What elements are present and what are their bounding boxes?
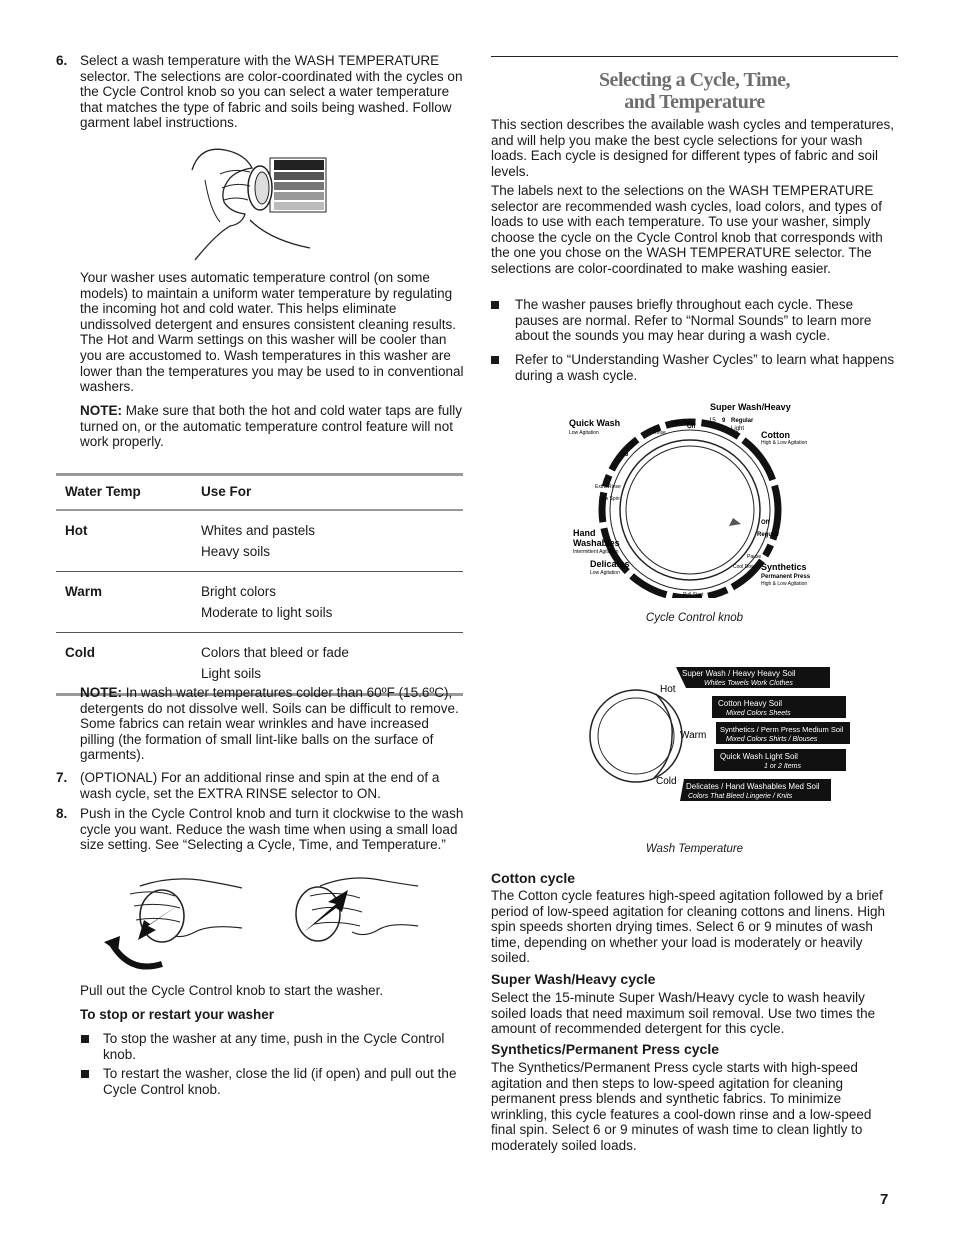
- extra-rinse-label: Extra Rinse: [595, 484, 621, 490]
- info-bullet: The washer pauses briefly throughout each cycle. These pauses are normal. Refer to “Normal Sounds” to learn more about the sounds you may hear during a wash cycle.: [515, 297, 872, 344]
- note-hot-cold-taps: [80, 403, 465, 450]
- note-label: NOTE:: [80, 403, 122, 418]
- auto-temp-paragraph: Your washer uses automatic temperature control (on some models) to maintain a uniform water temperature by regulating the incoming hot and cold water. This helps eliminate undissolved detergent and ensures consistent cleaning results. The Hot and Warm settings on this washer will be cooler than you are accustomed to. Wash temperatures in this washer are lower than the temperatures you may be used to in conventional washers.: [80, 270, 464, 395]
- note-text: Make sure that both the hot and cold water taps are fully turned on, or the automatic temperature control feature will not work properly.: [80, 403, 462, 450]
- quick-wash-sub: Low Agitation: [569, 430, 599, 436]
- super-wash-cycle-heading: Super Wash/Heavy cycle: [491, 971, 656, 987]
- hand-sub: Intermittent Agitation: [573, 549, 619, 555]
- synthetics-label: Synthetics: [761, 562, 807, 572]
- bullet-icon: [81, 1070, 89, 1078]
- off-label: Off: [687, 424, 696, 430]
- cotton-label: Cotton: [761, 430, 790, 440]
- quick-wash-label: Quick Wash: [569, 418, 621, 428]
- note-label: NOTE:: [80, 685, 122, 700]
- hot-label: Hot: [660, 684, 676, 695]
- cold-label: Cold: [656, 776, 677, 787]
- use-item: Whites and pastels: [201, 523, 316, 538]
- use-cell: [192, 510, 463, 572]
- delicates-sub: Low Agitation: [590, 570, 620, 576]
- bullet-icon: [81, 1035, 89, 1043]
- knob-pull-illustration: [290, 874, 420, 959]
- intro-paragraph: This section describes the available wash cycles and temperatures, and will help you make the best cycle selections for your wash loads. Each cycle is designed for different types of fabric and soil levels.: [491, 117, 894, 179]
- section-title-line: Selecting a Cycle, Time,: [598, 69, 791, 91]
- step7-text: (OPTIONAL) For an additional rinse and spin at the end of a wash cycle, set the EXTRA RINSE selector to ON.: [80, 770, 440, 801]
- temp-bar-title: Super Wash / Heavy Heavy Soil: [682, 669, 796, 678]
- temp-bar: [716, 722, 850, 744]
- time-6-label: 6: [625, 452, 629, 458]
- table-row: [56, 572, 463, 633]
- temp-bar: [680, 779, 831, 801]
- table-header-row: [56, 475, 463, 511]
- temp-cell: Hot: [56, 510, 192, 572]
- info-bullet: Refer to “Understanding Washer Cycles” to learn what happens during a wash cycle.: [515, 352, 895, 383]
- temperature-caption: Wash Temperature: [645, 843, 744, 855]
- step-number: 6.: [56, 53, 68, 68]
- column-header-water-temp: Water Temp: [56, 475, 192, 511]
- note-text: In wash water temperatures colder than 60ºF (15.6ºC), detergents do not dissolve well. Soils can be difficult to remove. Some fabrics can retain wear wrinkles and have increased pilling (the formation of small lint-like balls on the surface of garments).: [80, 685, 459, 763]
- temp-bar-title: Cotton Heavy Soil: [718, 699, 783, 708]
- off-label: Off: [761, 520, 770, 526]
- section-divider: [491, 56, 898, 57]
- temp-bar-title: Delicates / Hand Washables Med Soil: [686, 782, 820, 791]
- water-temp-table: [56, 473, 463, 696]
- temp-bar-title: Synthetics / Perm Press Medium Soil: [720, 725, 844, 734]
- wash-temperature-diagram: [588, 664, 853, 811]
- stop-bullet: To stop the washer at any time, push in the Cycle Control knob.: [103, 1031, 445, 1062]
- time-15-label: 15: [709, 418, 716, 424]
- time-9-label: 9: [722, 418, 726, 424]
- light-label: Light: [731, 426, 745, 432]
- temp-cell: Warm: [56, 572, 192, 633]
- bullet-icon: [491, 301, 499, 309]
- use-cell: [192, 572, 463, 633]
- delicates-label: Delicates: [590, 559, 630, 569]
- intro-paragraph: The labels next to the selections on the WASH TEMPERATURE selector are recommended wash cycles, load colors, and types of loads to use with each temperature. To use your washer, simply choose the cycle on the Cycle Control knob that corresponds with the one you chose on the WASH TEMPERATURE selector. The selections are color-coordinated to make washing easier.: [491, 183, 883, 276]
- hand-label: Hand: [573, 528, 596, 538]
- stop-restart-heading: To stop or restart your washer: [80, 1007, 275, 1022]
- super-wash-cycle-text: Select the 15-minute Super Wash/Heavy cycle to wash heavily soiled loads that need maximum soil removal. Use two times the amount of recommended detergent for this cycle.: [491, 990, 876, 1037]
- temp-bar: [712, 696, 846, 718]
- step6-text: Select a wash temperature with the WASH TEMPERATURE selector. The selections are color-coordinated with the cycles on the Cycle Control knob so you can select a water temperature that matches the type of fabric and soils being washed. Follow garment label instructions.: [80, 53, 463, 131]
- temperature-selector-illustration: [190, 140, 330, 270]
- pull-out-text: Pull out the Cycle Control knob to start the washer.: [80, 983, 384, 998]
- high-spin-label: High Spin: [671, 420, 693, 426]
- cotton-cycle-heading: Cotton cycle: [491, 870, 576, 886]
- temp-bar-title: Quick Wash Light Soil: [720, 752, 798, 761]
- step-number: 7.: [56, 770, 68, 785]
- note-cold-water: [80, 685, 465, 763]
- temp-cell: Cold: [56, 633, 192, 695]
- step-number: 8.: [56, 806, 68, 821]
- table-row: [56, 510, 463, 572]
- synthetics-cycle-text: The Synthetics/Permanent Press cycle starts with high-speed agitation and then steps to low-speed agitation for cleaning permanent press blends and synthetic fabrics. To minimize wrinkling, this cycle features a cool-down rinse and a low-speed final spin. Select 6 or 9 minutes of wash time to clean lightly to moderately soiled loads.: [491, 1060, 872, 1153]
- section-title-line: and Temperature: [624, 91, 765, 113]
- step8-text: Push in the Cycle Control knob and turn it clockwise to the wash cycle you want. Reduce the wash time when using a small load size setting. See “Selecting a Cycle, Time, and Temperature.”: [80, 806, 464, 853]
- temp-bar: [676, 667, 830, 688]
- pause-label: Pause: [747, 554, 762, 560]
- super-wash-label: Super Wash/Heavy: [710, 402, 791, 412]
- cool-down-label: Cool Down: [733, 564, 758, 570]
- temp-bar-sub: Whites Towels Work Clothes: [704, 680, 793, 687]
- cotton-cycle-text: The Cotton cycle features high-speed agitation followed by a brief period of low-speed agitation for cleaning cottons and linens. High spin speeds shorten drying times. Select 6 or 9 minutes of wash time, depending on whether your load is moderately or heavily soiled.: [491, 888, 885, 966]
- use-item: Bright colors: [201, 584, 277, 599]
- knob-push-turn-illustration: [100, 874, 245, 979]
- washables-label: Washables: [573, 538, 620, 548]
- bullet-icon: [491, 356, 499, 364]
- regular-label: Regular: [731, 418, 754, 424]
- section-title: [491, 69, 898, 113]
- knob-caption: Cycle Control knob: [645, 612, 744, 624]
- temp-bar-sub: Colors That Bleed Lingerie / Knits: [688, 793, 793, 800]
- column-header-use-for: Use For: [192, 475, 463, 511]
- regular-label: Regular: [757, 532, 780, 538]
- pull-start-label: Pull Start: [683, 592, 704, 598]
- time-3-label: 3: [631, 442, 634, 448]
- synthetics-sub: High & Low Agitation: [761, 581, 808, 587]
- perm-press-label: Permanent Press: [761, 574, 811, 580]
- low-spin-label: Low Spin: [599, 496, 620, 502]
- page-number: 7: [880, 1191, 889, 1208]
- use-item: Colors that bleed or fade: [201, 645, 349, 660]
- synthetics-cycle-heading: Synthetics/Permanent Press cycle: [491, 1041, 720, 1057]
- cycle-control-knob-diagram: [565, 398, 825, 603]
- temp-bar-sub: 1 or 2 Items: [764, 763, 801, 770]
- warm-label: Warm: [680, 730, 707, 741]
- rinse-label: Rinse: [653, 430, 666, 436]
- restart-bullet: To restart the washer, close the lid (if open) and pull out the Cycle Control knob.: [103, 1066, 457, 1097]
- use-item: Heavy soils: [201, 544, 271, 559]
- use-item: Light soils: [201, 666, 262, 681]
- temp-bar: [714, 749, 846, 771]
- temp-bar-sub: Mixed Colors Sheets: [726, 710, 791, 717]
- use-item: Moderate to light soils: [201, 605, 333, 620]
- temp-bar-sub: Mixed Colors Shirts / Blouses: [726, 736, 818, 743]
- cotton-sub: High & Low Agitation: [761, 440, 808, 446]
